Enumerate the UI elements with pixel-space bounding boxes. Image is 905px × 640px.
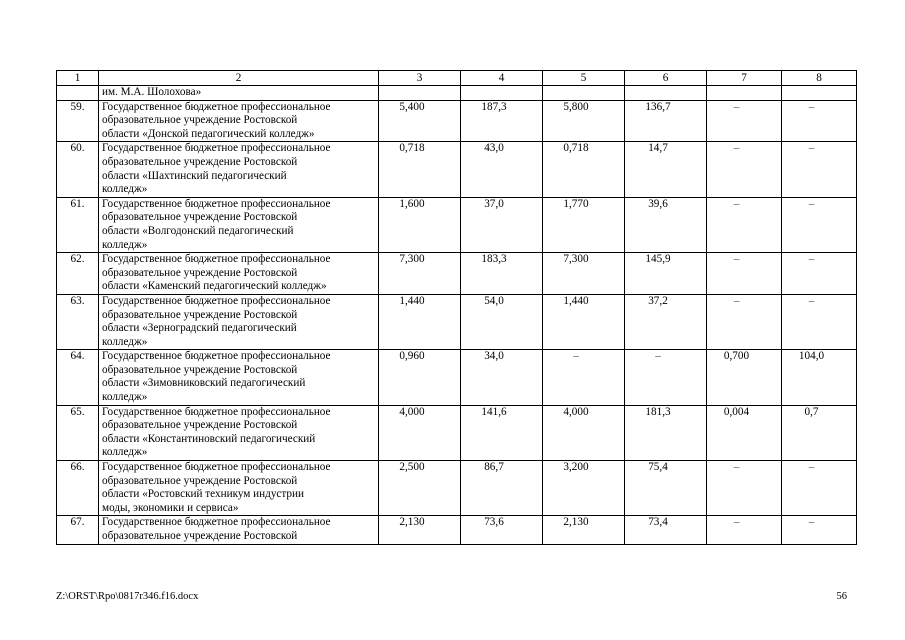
institution-name: [99, 100, 379, 142]
data-table: [56, 70, 857, 545]
institution-name-line: области «Каменский педагогический колледж»: [102, 280, 327, 293]
value-cell-c4: 183,3: [461, 253, 543, 295]
value-cell-c8: –: [782, 294, 857, 349]
value-cell-c7: –: [707, 142, 782, 197]
column-header: 6: [625, 71, 707, 86]
value-cell-c7: –: [707, 516, 782, 544]
value-cell-c4: 37,0: [461, 197, 543, 252]
column-header: 2: [99, 71, 379, 86]
value-cell-c5: 5,800: [543, 100, 625, 142]
value-cell-c6: –: [625, 350, 707, 405]
institution-name: [99, 405, 379, 460]
institution-name-line: Государственное бюджетное профессиональное: [102, 350, 331, 363]
page-number: 56: [836, 591, 847, 602]
value-cell-c6: 37,2: [625, 294, 707, 349]
column-header: 7: [707, 71, 782, 86]
institution-name-line: Государственное бюджетное профессиональное: [102, 294, 331, 307]
institution-name: [99, 516, 379, 544]
row-number: 63.: [57, 294, 99, 349]
institution-name-line: образовательное учреждение Ростовской: [102, 530, 298, 542]
row-number: 59.: [57, 100, 99, 142]
table-row: [57, 197, 857, 252]
institution-name: [99, 294, 379, 349]
value-cell-c4: 86,7: [461, 461, 543, 516]
value-cell-c8: –: [782, 253, 857, 295]
value-cell-c7: –: [707, 253, 782, 295]
table-row: [57, 253, 857, 295]
institution-name-line: образовательное учреждение Ростовской: [102, 308, 298, 321]
column-header: 3: [379, 71, 461, 86]
institution-name: [99, 253, 379, 295]
institution-name: [99, 197, 379, 252]
value-cell-c3: 5,400: [379, 100, 461, 142]
institution-name-line: моды, экономики и сервиса»: [102, 501, 239, 514]
row-number: 64.: [57, 350, 99, 405]
table-row: [57, 100, 857, 142]
table-header-row: [57, 71, 857, 86]
table-row: [57, 405, 857, 460]
institution-name-line: образовательное учреждение Ростовской: [102, 114, 298, 127]
value-cell-c3: 1,600: [379, 197, 461, 252]
institution-name-line: образовательное учреждение Ростовской: [102, 266, 298, 279]
institution-name: [99, 461, 379, 516]
value-cell-c6: 75,4: [625, 461, 707, 516]
row-number: 66.: [57, 461, 99, 516]
value-cell-c6: 145,9: [625, 253, 707, 295]
institution-name-line: Государственное бюджетное профессиональное: [102, 142, 331, 155]
table-row: [57, 350, 857, 405]
institution-name-line: области «Донской педагогический колледж»: [102, 127, 315, 140]
value-cell-c7: –: [707, 461, 782, 516]
empty-cell: [543, 86, 625, 101]
institution-name-line: области «Зимовниковский педагогический: [102, 377, 306, 390]
value-cell-c5: 3,200: [543, 461, 625, 516]
institution-name-line: колледж»: [102, 446, 148, 459]
continuation-text: им. М.А. Шолохова»: [99, 86, 379, 101]
empty-cell: [782, 86, 857, 101]
table-row: [57, 294, 857, 349]
column-header: 5: [543, 71, 625, 86]
value-cell-c4: 141,6: [461, 405, 543, 460]
empty-cell: [707, 86, 782, 101]
institution-name-line: образовательное учреждение Ростовской: [102, 363, 298, 376]
continuation-row: [57, 86, 857, 101]
value-cell-c8: –: [782, 461, 857, 516]
value-cell-c3: 0,718: [379, 142, 461, 197]
institution-name-line: образовательное учреждение Ростовской: [102, 474, 298, 487]
institution-name-line: колледж»: [102, 238, 148, 251]
column-header: 8: [782, 71, 857, 86]
column-header: 4: [461, 71, 543, 86]
value-cell-c4: 54,0: [461, 294, 543, 349]
empty-cell: [625, 86, 707, 101]
value-cell-c3: 2,500: [379, 461, 461, 516]
value-cell-c4: 43,0: [461, 142, 543, 197]
institution-name-line: колледж»: [102, 183, 148, 196]
value-cell-c5: 4,000: [543, 405, 625, 460]
row-number: 61.: [57, 197, 99, 252]
institution-name-line: Государственное бюджетное профессиональное: [102, 253, 331, 266]
institution-name-line: области «Ростовский техникум индустрии: [102, 488, 304, 501]
value-cell-c3: 2,130: [379, 516, 461, 544]
table-row: [57, 461, 857, 516]
row-number: 65.: [57, 405, 99, 460]
institution-name-line: области «Константиновский педагогический: [102, 432, 316, 445]
institution-name-line: образовательное учреждение Ростовской: [102, 211, 298, 224]
institution-name-line: колледж»: [102, 391, 148, 404]
value-cell-c8: –: [782, 100, 857, 142]
institution-name-line: Государственное бюджетное профессиональное: [102, 197, 331, 210]
column-header: 1: [57, 71, 99, 86]
table-row: [57, 516, 857, 544]
value-cell-c5: 7,300: [543, 253, 625, 295]
value-cell-c6: 136,7: [625, 100, 707, 142]
value-cell-c8: 104,0: [782, 350, 857, 405]
value-cell-c3: 0,960: [379, 350, 461, 405]
institution-name-line: Государственное бюджетное профессиональное: [102, 100, 331, 113]
value-cell-c8: –: [782, 197, 857, 252]
value-cell-c7: –: [707, 100, 782, 142]
value-cell-c5: 1,770: [543, 197, 625, 252]
empty-cell: [461, 86, 543, 101]
institution-name-line: Государственное бюджетное профессиональное: [102, 516, 331, 529]
value-cell-c3: 4,000: [379, 405, 461, 460]
institution-name-line: колледж»: [102, 335, 148, 348]
value-cell-c4: 187,3: [461, 100, 543, 142]
row-number: 62.: [57, 253, 99, 295]
institution-name-line: области «Волгодонский педагогический: [102, 224, 294, 237]
empty-cell: [379, 86, 461, 101]
row-number: 67.: [57, 516, 99, 544]
value-cell-c4: 34,0: [461, 350, 543, 405]
table-row: [57, 142, 857, 197]
institution-name: [99, 142, 379, 197]
value-cell-c6: 14,7: [625, 142, 707, 197]
row-number: 60.: [57, 142, 99, 197]
value-cell-c5: 0,718: [543, 142, 625, 197]
value-cell-c6: 181,3: [625, 405, 707, 460]
footer-file-path: Z:\ORST\Rpo\0817r346.f16.docx: [56, 591, 199, 602]
institution-name-line: образовательное учреждение Ростовской: [102, 155, 298, 168]
value-cell-c5: –: [543, 350, 625, 405]
empty-cell: [57, 86, 99, 101]
value-cell-c6: 39,6: [625, 197, 707, 252]
institution-name-line: Государственное бюджетное профессиональное: [102, 461, 331, 474]
value-cell-c6: 73,4: [625, 516, 707, 544]
value-cell-c7: 0,700: [707, 350, 782, 405]
value-cell-c8: –: [782, 142, 857, 197]
institution-name-line: образовательное учреждение Ростовской: [102, 419, 298, 432]
value-cell-c8: 0,7: [782, 405, 857, 460]
value-cell-c5: 2,130: [543, 516, 625, 544]
value-cell-c7: 0,004: [707, 405, 782, 460]
value-cell-c4: 73,6: [461, 516, 543, 544]
institution-name-line: области «Шахтинский педагогический: [102, 169, 287, 182]
value-cell-c3: 7,300: [379, 253, 461, 295]
institution-name-line: области «Зерноградский педагогический: [102, 322, 297, 335]
value-cell-c5: 1,440: [543, 294, 625, 349]
value-cell-c3: 1,440: [379, 294, 461, 349]
value-cell-c7: –: [707, 294, 782, 349]
value-cell-c8: –: [782, 516, 857, 544]
institution-name: [99, 350, 379, 405]
institution-name-line: Государственное бюджетное профессиональное: [102, 405, 331, 418]
value-cell-c7: –: [707, 197, 782, 252]
